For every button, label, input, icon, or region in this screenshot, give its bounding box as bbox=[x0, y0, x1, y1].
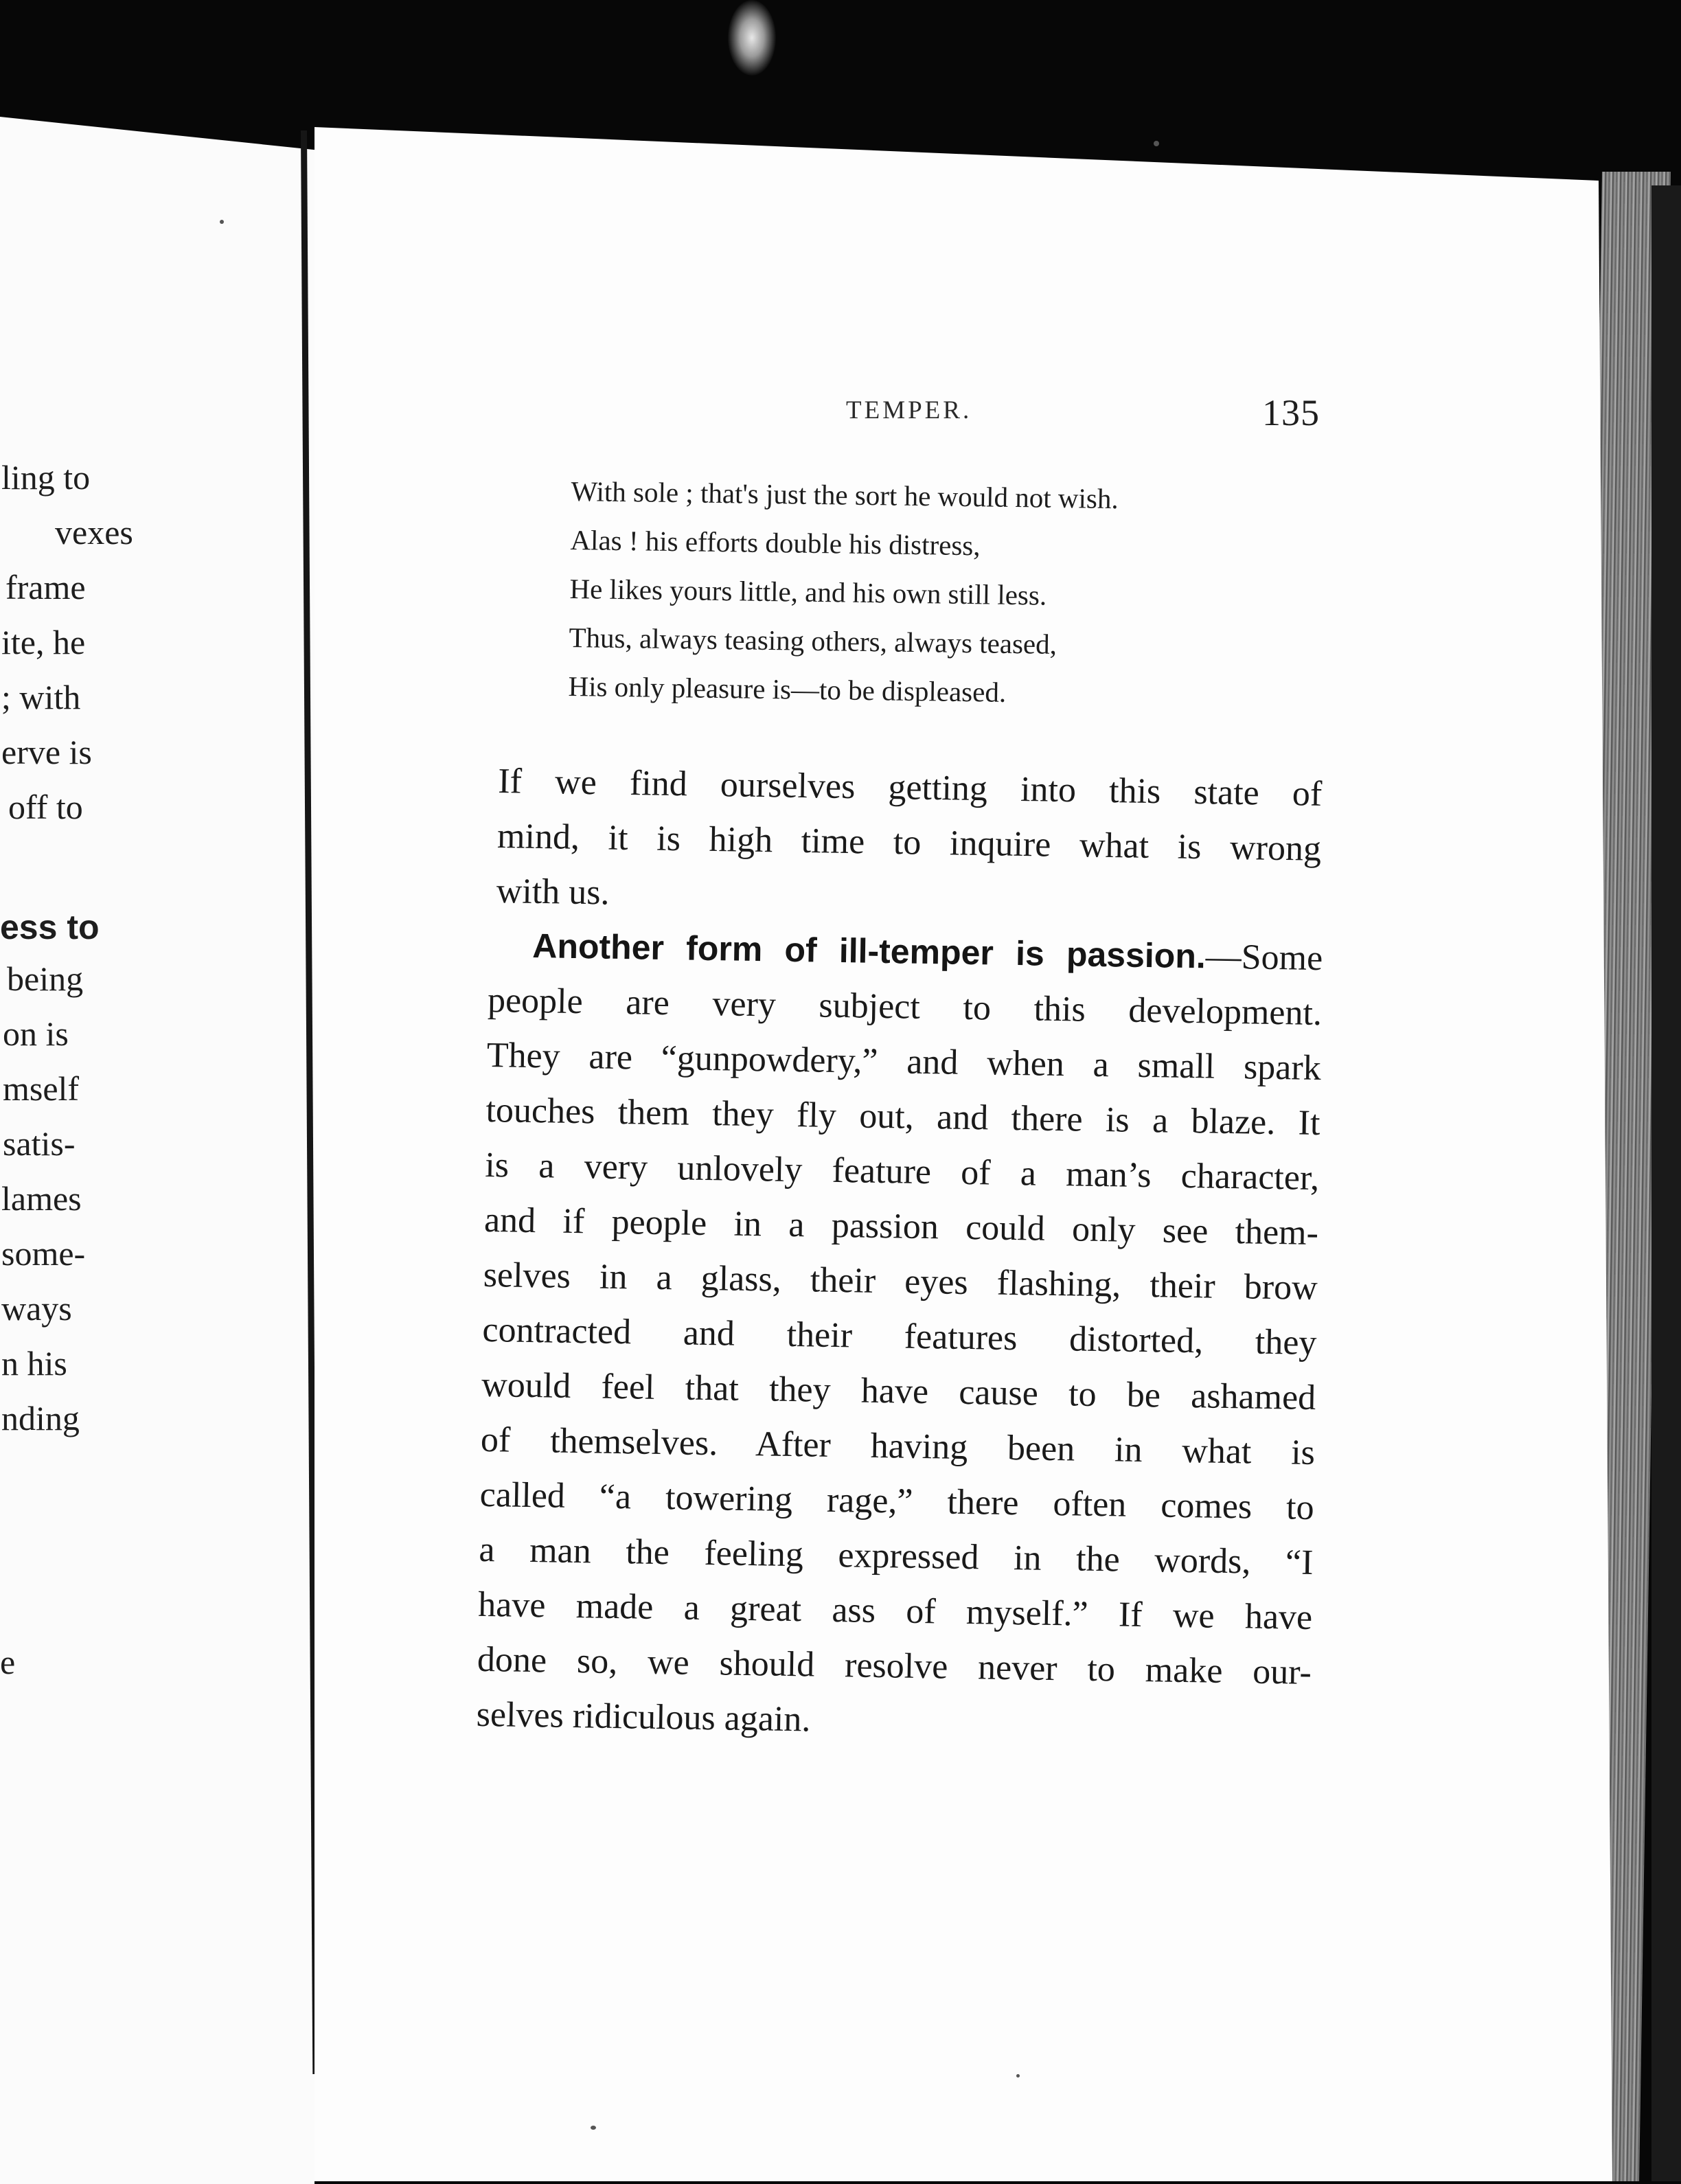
left-line: mself bbox=[3, 1069, 80, 1108]
running-head: TEMPER. bbox=[846, 396, 972, 424]
paragraph-line: They are “gunpowdery,” and when a small spark bbox=[486, 1035, 1322, 1089]
left-line: n his bbox=[1, 1344, 67, 1383]
side-heading: Another form of ill-temper is passion. bbox=[531, 926, 1207, 976]
page-number: 135 bbox=[1262, 392, 1320, 433]
paragraph-line: touches them they fly out, and there is a blaze. It bbox=[485, 1090, 1320, 1144]
verse-line: His only pleasure is—to be displeased. bbox=[568, 670, 1007, 708]
left-line: ways bbox=[1, 1289, 72, 1328]
left-line: on is bbox=[3, 1014, 69, 1053]
left-line: ite, he bbox=[1, 623, 86, 661]
verse-line: With sole ; that's just the sort he would not wish. bbox=[571, 475, 1119, 515]
verse-line: Alas ! his efforts double his distress, bbox=[570, 523, 981, 562]
left-line: off to bbox=[8, 788, 83, 826]
verse-line: Thus, always teasing others, always teased, bbox=[569, 621, 1057, 660]
paragraph-line: have made a great ass of myself.” If we have bbox=[477, 1584, 1313, 1637]
paragraph-line: would feel that they have cause to be ashamed bbox=[481, 1365, 1316, 1418]
paragraph-2 bbox=[476, 918, 1323, 1755]
left-line: vexes bbox=[55, 513, 133, 551]
paragraph-line: people are very subject to this development. bbox=[487, 980, 1323, 1034]
paragraph-line: selves in a glass, their eyes flashing, their brow bbox=[483, 1255, 1318, 1308]
paragraph-line: is a very unlovely feature of a man’s character, bbox=[484, 1145, 1320, 1198]
verse-block bbox=[568, 467, 1327, 721]
left-line: being bbox=[7, 959, 84, 998]
paragraph-line: done so, we should resolve never to make our- bbox=[477, 1639, 1312, 1692]
paragraph-line: selves ridiculous again. bbox=[476, 1694, 811, 1740]
paragraph-line: contracted and their features distorted, they bbox=[482, 1310, 1317, 1363]
left-line-heading: ess to bbox=[0, 908, 100, 946]
scan-speck bbox=[1154, 141, 1159, 146]
left-line: nding bbox=[1, 1399, 80, 1437]
left-line: frame bbox=[5, 568, 86, 606]
scan-speck bbox=[591, 2126, 596, 2130]
verse-line: He likes yours little, and his own still less. bbox=[569, 572, 1047, 611]
left-line: lames bbox=[1, 1179, 82, 1218]
scan-speck bbox=[220, 220, 224, 224]
paragraph-line: with us. bbox=[496, 871, 610, 913]
left-line: e bbox=[0, 1643, 16, 1681]
paragraph-line: a man the feeling expressed in the words, “I bbox=[479, 1529, 1314, 1582]
paragraph-1 bbox=[496, 754, 1323, 932]
left-line: erve is bbox=[1, 733, 92, 771]
left-line: some- bbox=[1, 1234, 86, 1273]
paragraph-line: mind, it is high time to inquire what is wrong bbox=[496, 816, 1322, 869]
scan-speck bbox=[1016, 2074, 1020, 2078]
paragraph-line: If we find ourselves getting into this state of bbox=[497, 761, 1323, 814]
paragraph-line: called “a towering rage,” there often comes to bbox=[479, 1475, 1315, 1527]
camera-glare bbox=[728, 0, 776, 76]
left-line: ling to bbox=[1, 458, 91, 497]
left-line: ; with bbox=[1, 678, 81, 716]
paragraph-text: —Some bbox=[1205, 937, 1323, 979]
paragraph-line: and if people in a passion could only see them- bbox=[483, 1200, 1319, 1253]
book-edge-shadow bbox=[1651, 185, 1681, 2181]
left-line: satis- bbox=[3, 1124, 76, 1163]
paragraph-line: of themselves. After having been in what is bbox=[480, 1420, 1316, 1472]
